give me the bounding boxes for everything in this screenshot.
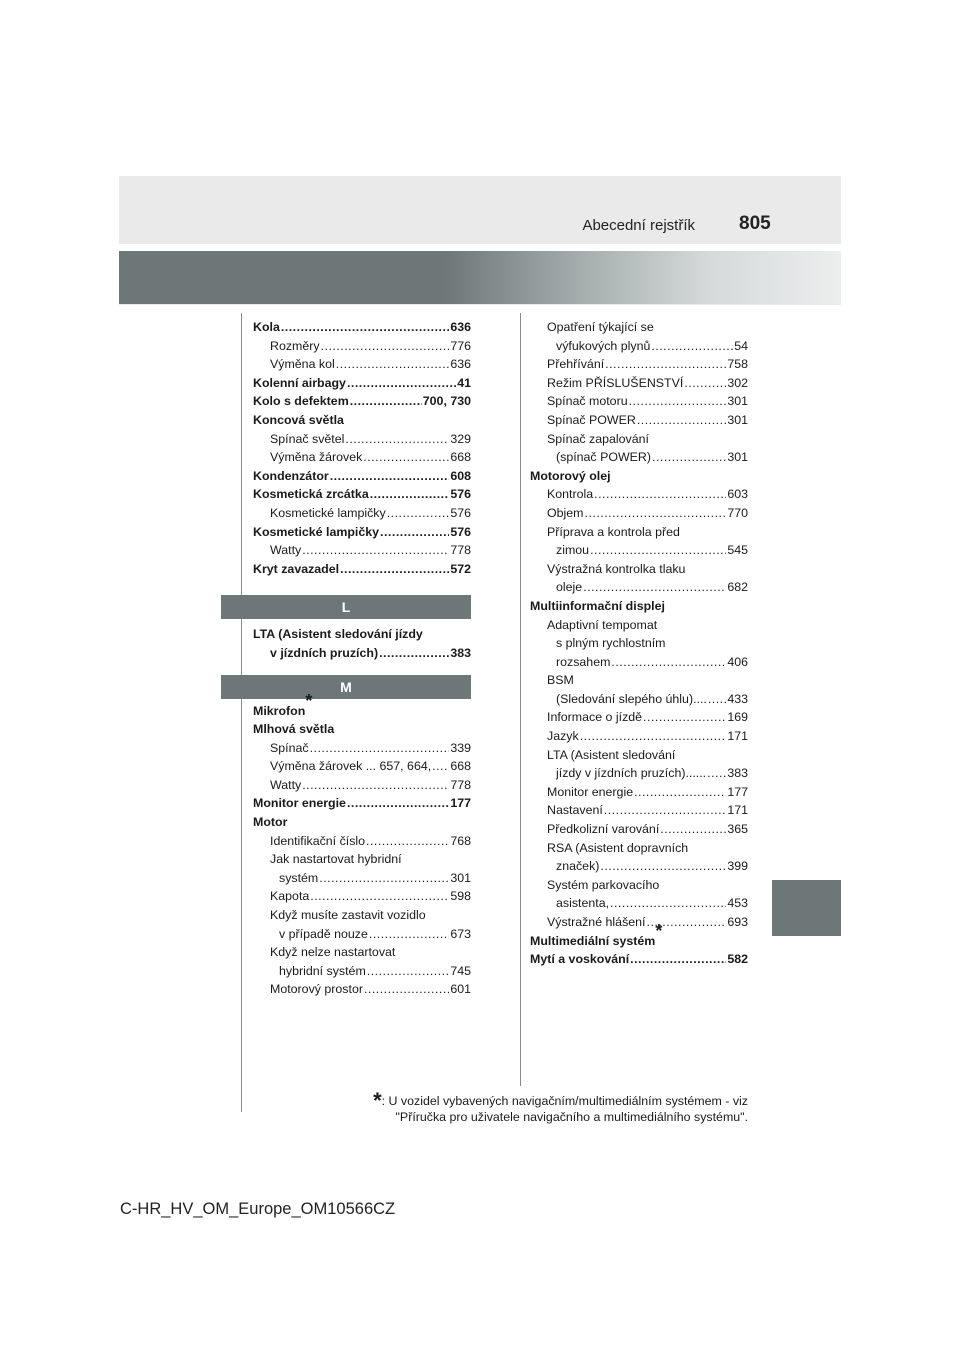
dot-leader (707, 764, 726, 783)
entry-term: Motor (253, 815, 288, 830)
dot-leader (708, 690, 726, 709)
index-entry (253, 980, 471, 999)
entry-term: Kontrola (547, 487, 594, 502)
entry-page: 636 (450, 357, 471, 372)
index-entry (530, 523, 748, 542)
index-entry (530, 448, 748, 467)
index-entry (530, 337, 748, 356)
index-entry (530, 690, 748, 709)
entry-page: 339 (450, 740, 471, 755)
dot-leader (370, 485, 450, 504)
entry-term: Přehřívání (547, 357, 605, 372)
index-entry (530, 430, 748, 449)
index-entry (530, 653, 748, 672)
page-number: 805 (739, 213, 771, 234)
dot-leader (366, 832, 449, 851)
entry-term: Kosmetická zrcátka (253, 487, 369, 502)
index-entry (253, 392, 471, 411)
index-entry (253, 691, 471, 721)
dot-leader (605, 355, 726, 374)
index-entry (253, 776, 471, 795)
index-entry (253, 813, 471, 832)
entries-l (253, 625, 471, 662)
index-entry (253, 832, 471, 851)
entry-page: 329 (450, 431, 471, 446)
entry-page: 301 (727, 450, 748, 465)
index-entry (253, 794, 471, 813)
entry-term: Systém parkovacího (547, 877, 660, 892)
entry-term: Výměna žárovek ... 657, 664, (270, 759, 432, 774)
dot-leader (432, 757, 449, 776)
index-entry (253, 720, 471, 739)
index-entry (530, 671, 748, 690)
index-entry (530, 318, 748, 337)
index-entry (253, 504, 471, 523)
dot-leader (651, 337, 733, 356)
entry-term: Monitor energie (547, 784, 634, 799)
index-entry (530, 950, 748, 969)
entry-page: 54 (734, 338, 748, 353)
dot-leader (629, 392, 727, 411)
entry-term: Spínač motoru (547, 394, 628, 409)
dot-leader (347, 794, 449, 813)
header-band (119, 251, 841, 304)
entry-term: rozsahem (556, 654, 611, 669)
entry-page: 177 (727, 784, 748, 799)
index-entry (253, 869, 471, 888)
dot-leader (369, 925, 449, 944)
index-entry (530, 374, 748, 393)
entry-page: 700, 730 (422, 394, 471, 409)
entry-term: Multimediální systém (530, 933, 656, 948)
entries-m (253, 691, 471, 1000)
entry-term: Výstražné hlášení (547, 915, 646, 929)
entry-page: 636 (450, 320, 471, 334)
index-entry (530, 578, 748, 597)
index-entry (530, 894, 748, 913)
index-entry (253, 448, 471, 467)
entry-term: Jak nastartovat hybridní (270, 852, 402, 867)
entry-term: Výstražná kontrolka tlaku (547, 561, 686, 576)
entry-page: 768 (450, 833, 471, 848)
dot-leader (363, 448, 449, 467)
footnote (373, 1088, 748, 1125)
dot-leader (660, 820, 726, 839)
entry-term: hybridní systém (279, 963, 366, 978)
dot-leader (583, 578, 726, 597)
left-rule (241, 313, 242, 1112)
entry-term: Watty (270, 777, 302, 792)
entry-page: 770 (727, 505, 748, 520)
entry-term: Kondenzátor (253, 468, 329, 483)
chapter-tab (772, 880, 841, 936)
entry-term: Nastavení (547, 803, 603, 818)
letter-heading-m: M (221, 675, 471, 699)
entry-term: Opatření týkající se (547, 320, 654, 334)
entry-page: 383 (450, 645, 471, 660)
index-entry (253, 887, 471, 906)
index-entry (530, 541, 748, 560)
section-title: Abecední rejstřík (582, 217, 695, 234)
index-entry (253, 523, 471, 542)
index-entry (253, 467, 471, 486)
entry-term: BSM (547, 673, 574, 688)
entry-term: Kola (253, 320, 280, 334)
index-entry (253, 485, 471, 504)
footnote-marker: * (305, 691, 313, 712)
entry-page: 576 (450, 524, 471, 539)
entry-page: 365 (727, 822, 748, 837)
dot-leader (637, 411, 726, 430)
entry-page: 169 (727, 710, 748, 725)
index-entry (253, 943, 471, 962)
entry-term: Multiinformační displej (530, 598, 665, 613)
dot-leader (594, 485, 726, 504)
index-entry (530, 913, 748, 932)
entry-page: 301 (450, 870, 471, 885)
entry-term: Objem (547, 505, 584, 520)
entry-term: (Sledování slepého úhlu).... (556, 691, 707, 706)
dot-leader (634, 783, 726, 802)
entry-term: v případě nouze (279, 926, 368, 941)
entry-term: Watty (270, 543, 302, 558)
index-entry (530, 746, 748, 765)
dot-leader (585, 504, 727, 523)
dot-leader (590, 541, 726, 560)
entry-page: 673 (450, 926, 471, 941)
dot-leader (340, 560, 449, 579)
entry-term: Informace o jízdě (547, 710, 643, 725)
footnote-marker: * (655, 921, 663, 942)
entry-term: zimou (556, 543, 590, 558)
dot-leader (345, 430, 449, 449)
entry-term: oleje (556, 580, 583, 595)
index-entry (530, 560, 748, 579)
footnote-line-2: "Příručka pro uživatele navigačního a multimediálního systému". (395, 1110, 748, 1124)
dot-leader (600, 857, 726, 876)
band-divider (119, 304, 841, 305)
dot-leader (380, 523, 449, 542)
entry-page: 406 (727, 654, 748, 669)
column-divider (520, 313, 521, 1086)
index-entry (530, 783, 748, 802)
entry-term: Kapota (270, 889, 310, 904)
index-entry (530, 708, 748, 727)
entry-term: Rozměry (270, 338, 320, 353)
index-entry (530, 820, 748, 839)
entry-page: 603 (727, 487, 748, 502)
index-entry (530, 839, 748, 858)
index-column-right (530, 318, 748, 969)
dot-leader (387, 504, 450, 523)
entries-k (253, 318, 471, 578)
index-entry (253, 739, 471, 758)
entry-page: 758 (727, 357, 748, 372)
entry-term: LTA (Asistent sledování jízdy (253, 627, 423, 642)
index-entry (253, 411, 471, 430)
dot-leader (347, 374, 456, 393)
entry-term: LTA (Asistent sledování (547, 747, 676, 762)
entry-page: 778 (450, 777, 471, 792)
index-entry (530, 857, 748, 876)
index-entry (530, 634, 748, 653)
entry-term: jízdy v jízdních pruzích)...... (556, 766, 707, 781)
entry-term: (spínač POWER) (556, 450, 652, 465)
dot-leader (610, 894, 726, 913)
dot-leader (684, 374, 726, 393)
index-entry (253, 625, 471, 644)
index-entry (253, 757, 471, 776)
index-entry (253, 355, 471, 374)
index-column-left (253, 318, 471, 999)
entry-term: výfukových plynů (556, 338, 651, 353)
entry-term: Monitor energie (253, 796, 346, 811)
entry-term: Režim PŘÍSLUŠENSTVÍ (547, 375, 684, 390)
entry-term: Kryt zavazadel (253, 561, 340, 576)
index-entry (530, 392, 748, 411)
entry-page: 572 (450, 561, 471, 576)
index-entry (530, 764, 748, 783)
entry-page: 778 (450, 543, 471, 558)
entry-page: 668 (450, 759, 471, 774)
entry-page: 582 (727, 952, 748, 967)
index-entry (253, 541, 471, 560)
index-entry (253, 906, 471, 925)
footnote-star: * (373, 1088, 382, 1113)
index-entry (253, 850, 471, 869)
entry-term: Výměna kol (270, 357, 335, 372)
index-entry (530, 597, 748, 616)
entry-page: 545 (727, 543, 748, 558)
dot-leader (580, 727, 727, 746)
entry-term: Když nelze nastartovat (270, 945, 396, 960)
entry-page: 171 (727, 729, 748, 744)
entry-term: s plným rychlostním (556, 636, 666, 651)
entry-term: asistenta, (556, 896, 610, 911)
dot-leader (643, 708, 726, 727)
index-entry (253, 925, 471, 944)
dot-leader (604, 801, 727, 820)
entry-page: 693 (727, 915, 748, 929)
entry-term: Když musíte zastavit vozidlo (270, 908, 426, 923)
dot-leader (367, 962, 450, 981)
dot-leader (310, 887, 449, 906)
index-entry (253, 644, 471, 663)
entry-page: 682 (727, 580, 748, 595)
entry-page: 668 (450, 450, 471, 465)
entry-page: 302 (727, 375, 748, 390)
index-entry (253, 962, 471, 981)
entry-page: 383 (727, 766, 748, 781)
entry-page: 608 (450, 468, 471, 483)
index-entry (530, 485, 748, 504)
index-entry (530, 355, 748, 374)
footnote-line-1: : U vozidel vybavených navigačním/multimediálním systémem - viz (381, 1094, 748, 1108)
header-bar (119, 176, 841, 244)
entry-page: 453 (727, 896, 748, 911)
index-entry (253, 337, 471, 356)
dot-leader (281, 318, 449, 337)
dot-leader (630, 950, 726, 969)
entry-page: 399 (727, 859, 748, 874)
entry-term: Adaptivní tempomat (547, 617, 658, 632)
dot-leader (310, 739, 450, 758)
entries-right (530, 318, 748, 969)
dot-leader (321, 337, 450, 356)
entry-term: Spínač zapalování (547, 431, 649, 446)
entry-term: Mytí a voskování (530, 952, 630, 967)
entry-term: Identifikační číslo (270, 833, 366, 848)
entry-term: v jízdních pruzích) (270, 645, 379, 660)
dot-leader (330, 467, 450, 486)
index-entry (530, 616, 748, 635)
index-entry (253, 374, 471, 393)
entry-page: 745 (450, 963, 471, 978)
index-entry (530, 876, 748, 895)
entry-term: RSA (Asistent dopravních (547, 840, 689, 855)
entry-term: Výměna žárovek (270, 450, 363, 465)
index-entry (530, 727, 748, 746)
entry-term: Kosmetické lampičky (253, 524, 380, 539)
dot-leader (379, 644, 449, 663)
index-entry (253, 430, 471, 449)
entry-term: Mikrofon (253, 703, 306, 718)
index-entry (530, 801, 748, 820)
index-entry (253, 560, 471, 579)
entry-term: Motorový prostor (270, 982, 363, 997)
entry-term: Jazyk (547, 729, 579, 744)
entry-term: Spínač světel (270, 431, 345, 446)
entry-page: 601 (450, 982, 471, 997)
entry-page: 598 (450, 889, 471, 904)
entry-page: 177 (450, 796, 471, 811)
entry-term: Mlhová světla (253, 722, 335, 737)
entry-page: 301 (727, 412, 748, 427)
entry-page: 41 (457, 375, 471, 390)
index-entry (530, 411, 748, 430)
letter-heading-l: L (221, 595, 471, 619)
dot-leader (652, 448, 726, 467)
index-entry (530, 504, 748, 523)
dot-leader (364, 980, 449, 999)
entry-term: Předkolizní varování (547, 822, 660, 837)
entry-term: Kolenní airbagy (253, 375, 346, 390)
dot-leader (350, 392, 422, 411)
index-entry (253, 318, 471, 337)
entry-term: Příprava a kontrola před (547, 524, 680, 539)
dot-leader (336, 355, 450, 374)
entry-term: Spínač POWER (547, 412, 636, 427)
entry-page: 171 (727, 803, 748, 818)
entry-page: 576 (450, 487, 471, 502)
index-entry (530, 467, 748, 486)
entry-term: Spínač (270, 740, 309, 755)
entry-page: 576 (450, 505, 471, 520)
entry-term: Motorový olej (530, 468, 611, 483)
entry-page: 433 (727, 691, 748, 706)
entry-term: Koncová světla (253, 412, 344, 427)
entry-page: 301 (727, 394, 748, 409)
entry-page: 776 (450, 338, 471, 353)
entry-term: Kolo s defektem (253, 394, 349, 409)
dot-leader (302, 776, 449, 795)
entry-term: Kosmetické lampičky (270, 505, 386, 520)
document-code: C-HR_HV_OM_Europe_OM10566CZ (120, 1200, 396, 1218)
dot-leader (319, 869, 449, 888)
entry-term: značek) (556, 859, 600, 874)
dot-leader (302, 541, 449, 560)
entry-term: systém (279, 870, 319, 885)
dot-leader (611, 653, 726, 672)
